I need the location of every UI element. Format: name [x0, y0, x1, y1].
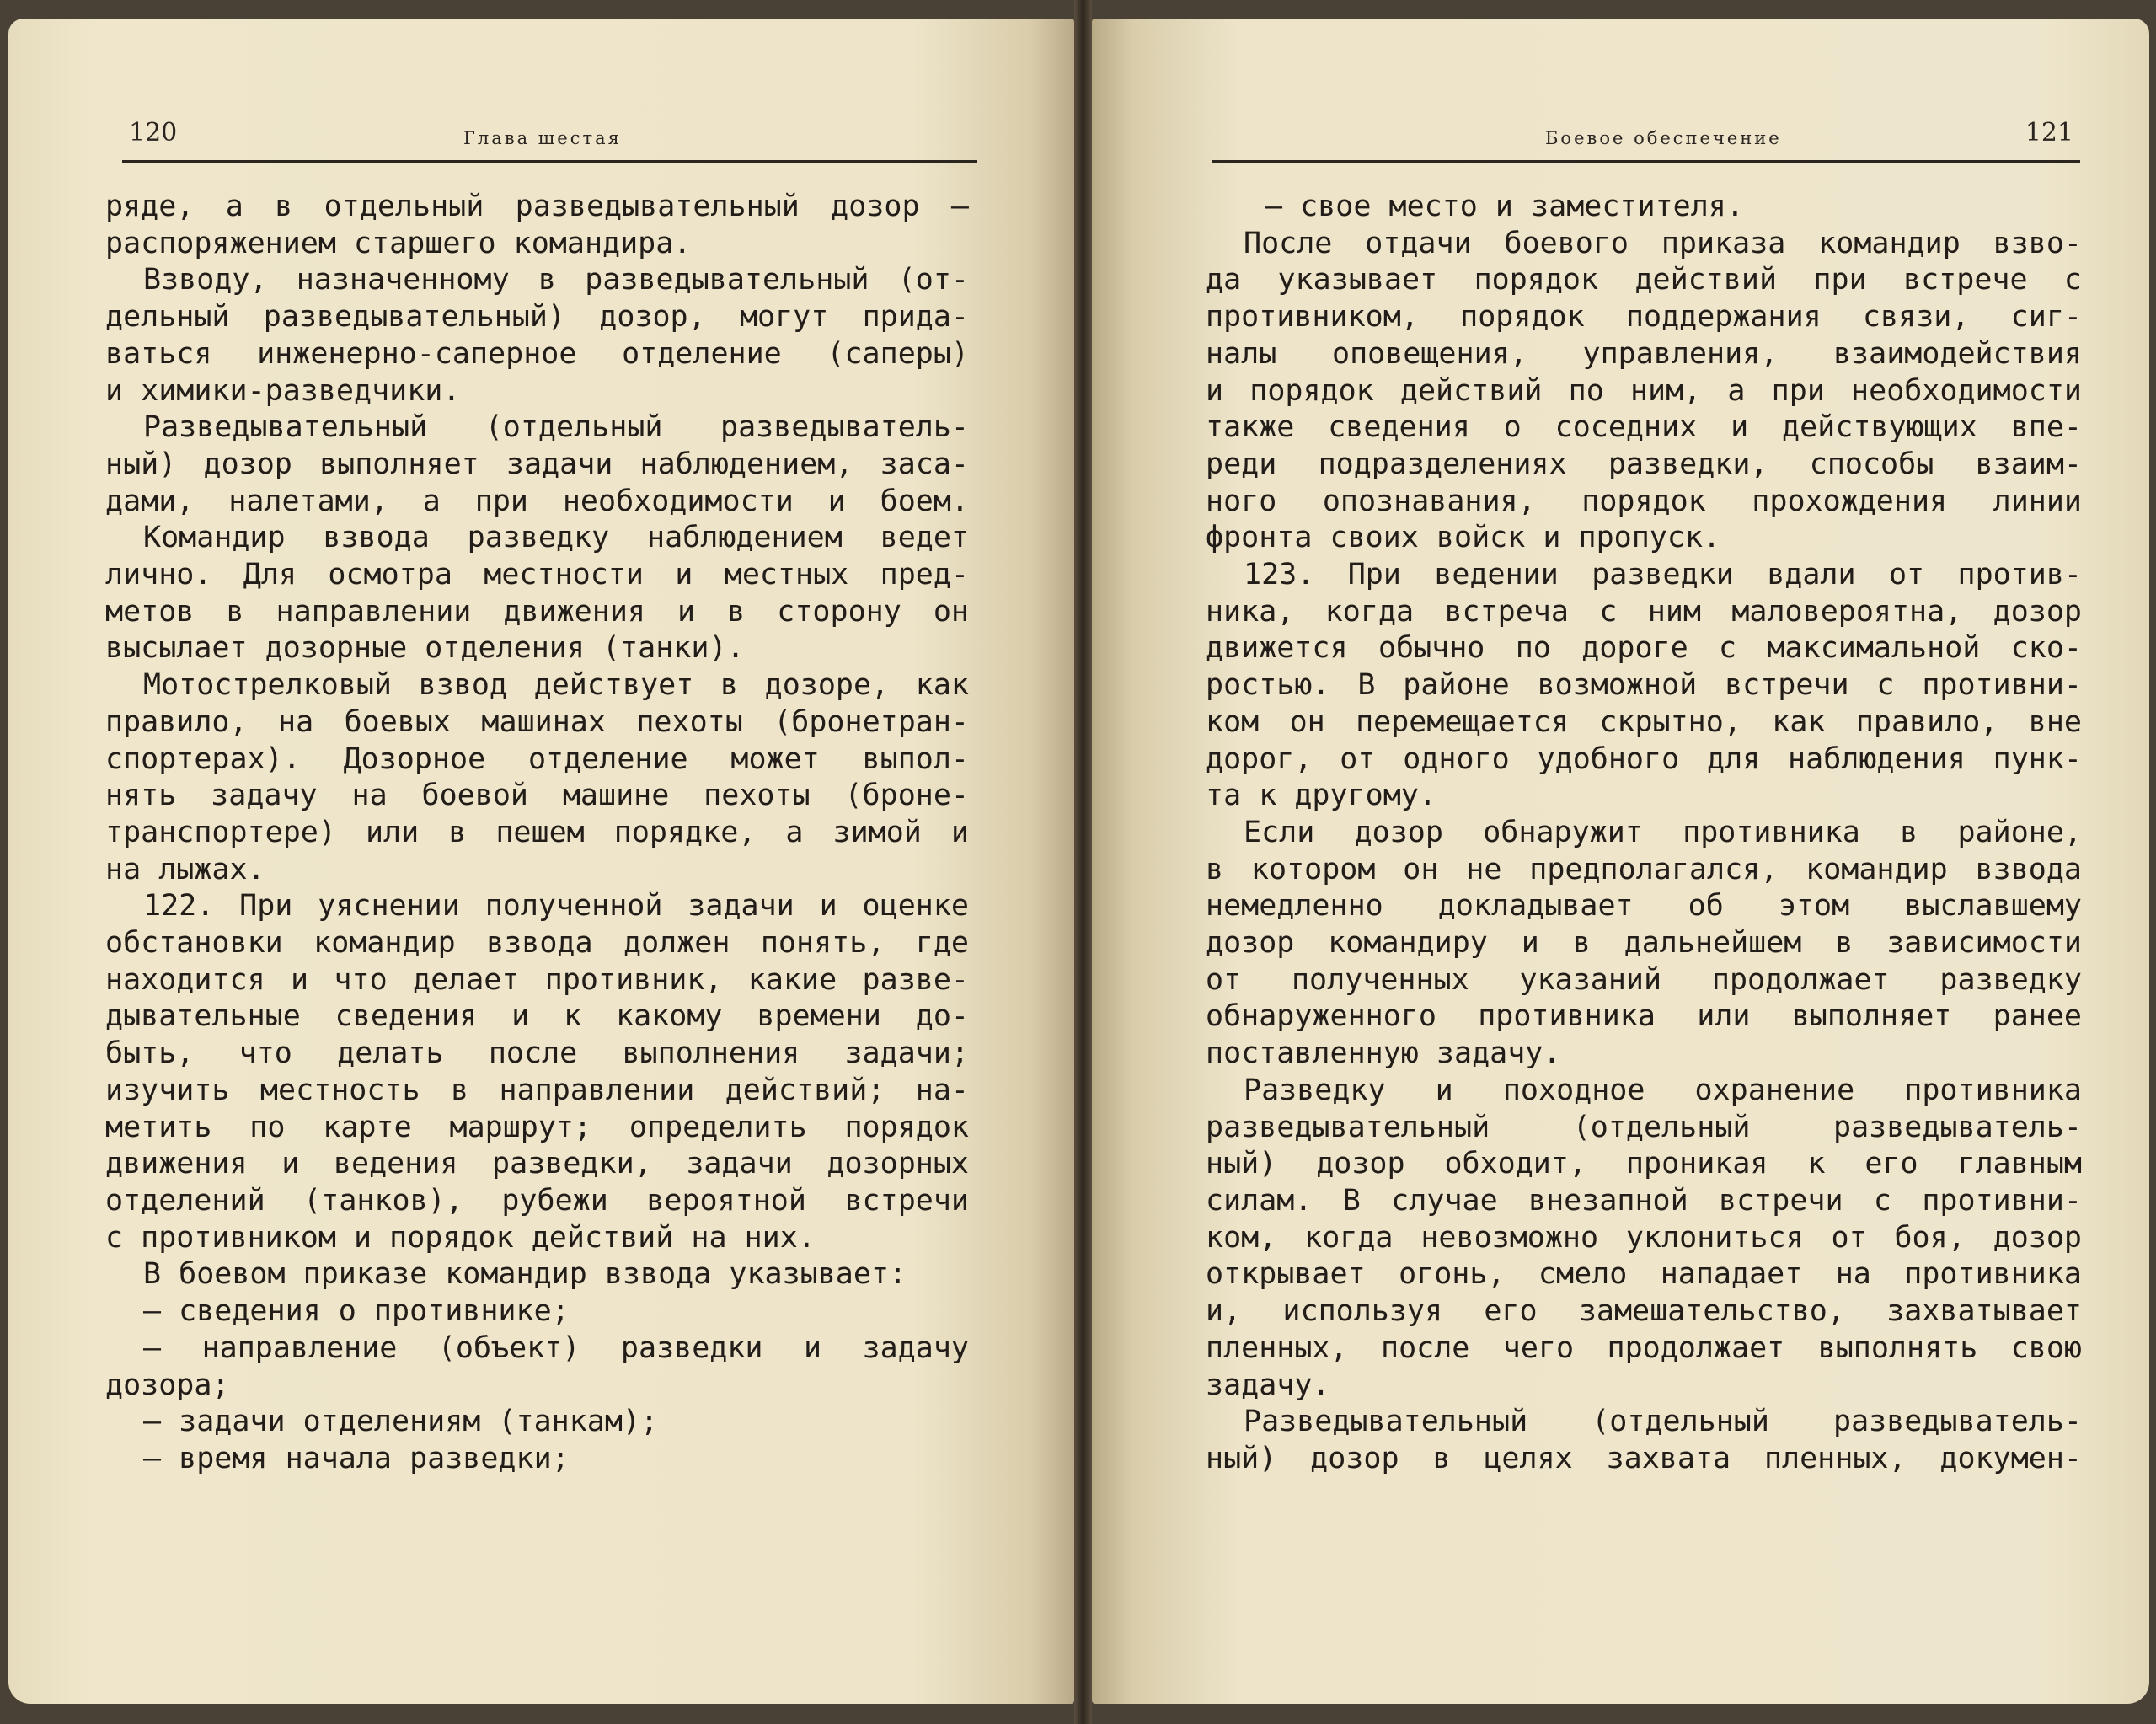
text-line: от полученных указаний продолжает разведку: [1206, 962, 2082, 997]
text-line: нять задачу на боевой машине пехоты (броне-: [105, 779, 969, 813]
text-line: также сведения о соседних и действующих впе-: [1206, 410, 2082, 445]
page-number: 120: [129, 118, 178, 147]
text-line: правило, на боевых машинах пехоты (бронетран-: [105, 704, 969, 739]
text-line: и химики-разведчики.: [105, 373, 461, 408]
text-line: — направление (объект) разведки и задачу: [143, 1330, 969, 1365]
text-line: Мотострелковый взвод действует в дозоре, как: [143, 668, 969, 703]
text-line: ника, когда встреча с ним маловероятна, дозор: [1206, 594, 2082, 629]
text-line: дозора;: [105, 1368, 230, 1402]
text-line: движется обычно по дороге с максимальной ско-: [1206, 631, 2082, 666]
text-line: лично. Для осмотра местности и местных пред-: [105, 558, 969, 592]
text-line: Командир взвода разведку наблюдением ведет: [143, 521, 969, 555]
running-head: Боевое обеспечение: [1545, 128, 1782, 148]
text-line: отделений (танков), рубежи вероятной встречи: [105, 1183, 969, 1218]
text-line: дывательные сведения и к какому времени до-: [105, 999, 969, 1034]
running-head: Глава шестая: [463, 128, 622, 148]
text-line: ный) дозор в целях захвата пленных, докумен-: [1206, 1441, 2082, 1475]
page-number: 121: [2025, 118, 2073, 147]
text-line: ростью. В районе возможной встречи с противни-: [1206, 668, 2082, 703]
text-line: немедленно докладывает об этом выславшему: [1206, 889, 2082, 924]
text-line: — время начала разведки;: [143, 1441, 570, 1475]
text-line: метить по карте маршрут; определить порядок: [105, 1110, 969, 1144]
text-line: противником, порядок поддержания связи, сиг-: [1206, 300, 2082, 335]
text-line: открывает огонь, смело нападает на противника: [1206, 1257, 2082, 1292]
text-line: изучить местность в направлении действий; на-: [105, 1073, 969, 1107]
text-line: Разведку и походное охранение противника: [1244, 1073, 2082, 1107]
text-line: налы оповещения, управления, взаимодействия: [1206, 336, 2082, 371]
text-line: Разведывательный (отдельный разведыватель-: [143, 410, 969, 445]
text-line: обнаруженного противника или выполняет ранее: [1206, 999, 2082, 1034]
text-line: да указывает порядок действий при встрече с: [1206, 263, 2082, 297]
text-line: фронта своих войск и пропуск.: [1206, 521, 1721, 555]
text-line: дельный разведывательный) дозор, могут прида-: [105, 300, 969, 335]
text-line: и, используя его замешательство, захватывает: [1206, 1294, 2082, 1329]
right-page-header: [1212, 118, 2080, 163]
text-line: метов в направлении движения и в сторону он: [105, 594, 969, 629]
text-line: — задачи отделениям (танкам);: [143, 1405, 659, 1439]
text-line: с противником и порядок действий на них.: [105, 1220, 816, 1255]
book-gutter: [1074, 0, 1092, 1724]
text-line: задачу.: [1206, 1368, 1330, 1402]
text-line: ком, когда невозможно уклониться от боя, дозор: [1206, 1220, 2082, 1255]
right-page: [1092, 19, 2149, 1704]
text-line: высылает дозорные отделения (танки).: [105, 631, 745, 666]
text-line: Если дозор обнаружит противника в районе,: [1244, 815, 2082, 849]
text-line: разведывательный (отдельный разведыватель-: [1206, 1110, 2082, 1144]
text-line: движения и ведения разведки, задачи дозорных: [105, 1147, 969, 1181]
text-line: — сведения о противнике;: [143, 1294, 570, 1329]
text-line: поставленную задачу.: [1206, 1036, 1561, 1071]
text-line: — свое место и заместителя.: [1265, 190, 1744, 223]
text-line: Взводу, назначенному в разведывательный (от-: [143, 263, 969, 297]
text-line: транспортере) или в пешем порядке, а зимой и: [105, 815, 969, 849]
text-line: ком он перемещается скрытно, как правило, вне: [1206, 704, 2082, 739]
text-line: ряде, а в отдельный разведывательный дозор —: [105, 190, 969, 223]
right-page-text: [1206, 189, 2082, 1478]
text-line: 122. При уяснении полученной задачи и оценке: [143, 889, 969, 924]
left-page-header: [122, 118, 977, 163]
text-line: ный) дозор обходит, проникая к его главным: [1206, 1147, 2082, 1181]
left-page-text: [105, 189, 969, 1478]
text-line: ного опознавания, порядок прохождения линии: [1206, 484, 2082, 518]
text-line: ный) дозор выполняет задачи наблюдением, заса-: [105, 447, 969, 481]
text-line: дами, налетами, а при необходимости и боем.: [105, 484, 969, 518]
text-line: дозор командиру и в дальнейшем в зависимости: [1206, 926, 2082, 961]
text-line: ваться инженерно-саперное отделение (саперы): [105, 336, 969, 371]
text-line: дорог, от одного удобного для наблюдения пунк-: [1206, 742, 2082, 776]
text-line: распоряжением старшего командира.: [105, 226, 692, 260]
text-line: обстановки командир взвода должен понять, где: [105, 926, 969, 961]
text-line: в котором он не предполагался, командир взвода: [1206, 852, 2082, 886]
text-line: находится и что делает противник, какие разве-: [105, 962, 969, 997]
text-line: и порядок действий по ним, а при необходимости: [1206, 373, 2082, 408]
text-line: После отдачи боевого приказа командир взво-: [1244, 226, 2082, 260]
text-line: Разведывательный (отдельный разведыватель-: [1244, 1405, 2082, 1439]
text-line: спортерах). Дозорное отделение может выпол-: [105, 742, 969, 776]
text-line: В боевом приказе командир взвода указывает:: [143, 1257, 907, 1292]
text-line: реди подразделениях разведки, способы взаим-: [1206, 447, 2082, 481]
text-line: та к другому.: [1206, 779, 1436, 813]
text-line: 123. При ведении разведки вдали от против-: [1244, 558, 2082, 592]
text-line: быть, что делать после выполнения задачи;: [105, 1036, 969, 1071]
text-line: пленных, после чего продолжает выполнять свою: [1206, 1330, 2082, 1365]
text-line: силам. В случае внезапной встречи с противни-: [1206, 1183, 2082, 1218]
left-page: [8, 19, 1074, 1704]
text-line: на лыжах.: [105, 852, 265, 886]
